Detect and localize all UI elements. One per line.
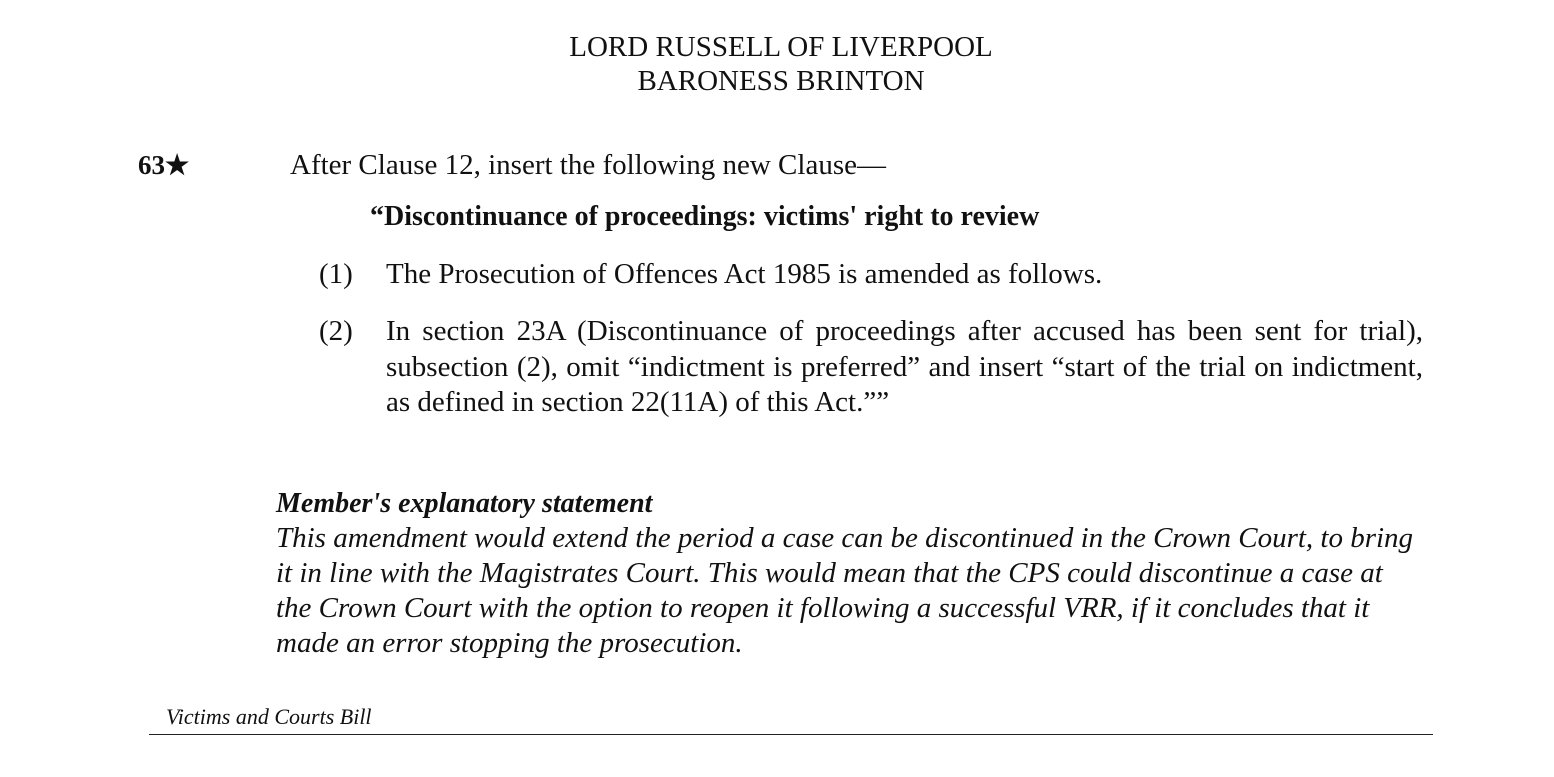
explanatory-statement xyxy=(276,487,1416,661)
sponsor-names xyxy=(0,30,1554,98)
sponsor-name: BARONESS BRINTON xyxy=(637,65,925,97)
subsection-number: (2) xyxy=(319,315,353,347)
subsection xyxy=(319,257,1423,293)
explanatory-statement-heading: Member's explanatory statement xyxy=(276,488,653,519)
subsection xyxy=(319,314,1423,421)
sponsor-name: LORD RUSSELL OF LIVERPOOL xyxy=(569,31,993,63)
amendment-number: 63★ xyxy=(138,150,190,180)
subsection-number: (1) xyxy=(319,258,353,290)
subsection-text: The Prosecution of Offences Act 1985 is amended as follows. xyxy=(386,258,1103,290)
amendment-instruction: After Clause 12, insert the following new Clause— xyxy=(290,149,886,181)
new-clause-title: “Discontinuance of proceedings: victims' right to review xyxy=(370,201,1040,232)
footer-divider xyxy=(149,734,1433,735)
subsection-text: In section 23A (Discontinuance of proceedings after accused has been sent for trial), subsection (2), omit “indictment is preferred” and insert “start of the trial on indictment, as defined in section 22(11A) of this Act.”” xyxy=(386,315,1423,418)
explanatory-statement-text: This amendment would extend the period a case can be discontinued in the Crown Court, to bring it in line with the Magistrates Court. This would mean that the CPS could discontinue a case at the Crown Court with the option to reopen it following a successful VRR, if it concludes that it made an error stopping the prosecution. xyxy=(276,522,1414,659)
bill-name: Victims and Courts Bill xyxy=(166,704,372,729)
